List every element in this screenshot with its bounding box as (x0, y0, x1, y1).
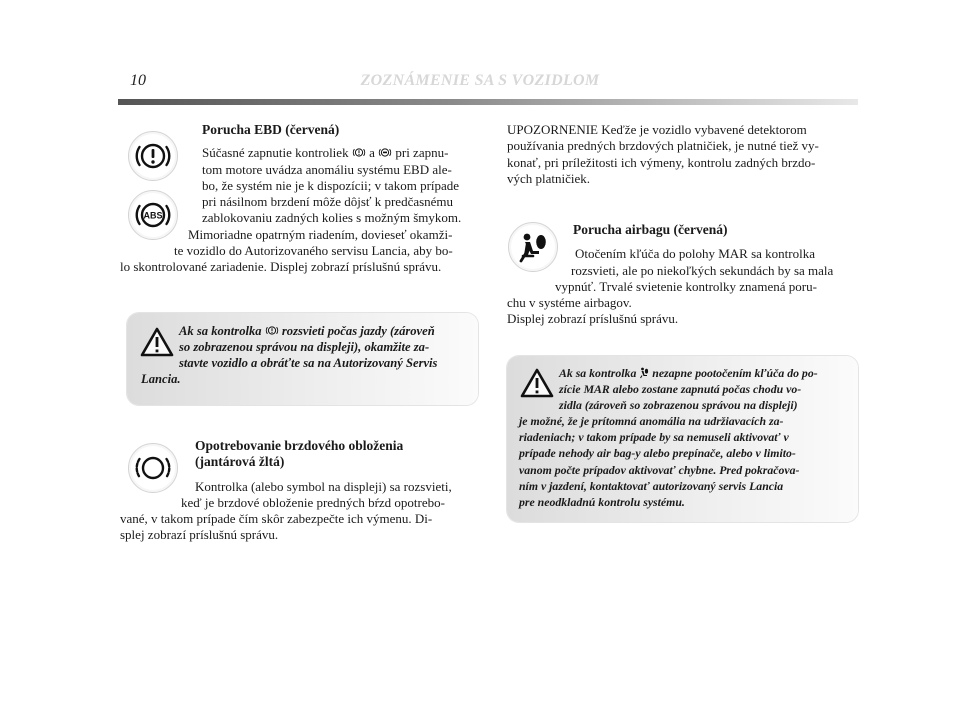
brake-pads-heading-1: Opotrebovanie brzdového obloženia (195, 438, 404, 453)
airbag-line-3: vypnúť. Trvalé svietenie kontrolky znamená poru- (555, 278, 817, 294)
ebd-line-2: tom motore uvádza anomáliu systému EBD ale- (202, 161, 452, 177)
header-rule (118, 99, 858, 105)
warning-airbag-line-3: zidla (zároveň so zobrazenou správou na displeji) (559, 398, 798, 413)
ebd-line-1-end: pri zapnu- (392, 145, 449, 161)
warning-box-airbag (507, 356, 858, 522)
ebd-line-8: lo skontrolované zariadenie. Displej zobrazí príslušnú správu. (120, 259, 442, 275)
ebd-text-before-icons: Súčasné zapnutie kontroliek (202, 145, 352, 161)
brake-pads-section (120, 438, 478, 544)
ebd-line-4: pri násilnom brzdení môže dôjsť k predčasnému (202, 194, 454, 210)
brake-pads-line-2: keď je brzdové obloženie predných bŕzd opotrebo- (181, 494, 445, 510)
warning-airbag-line-7: vanom počte prípadov aktivovať chybne. Pred pokračova- (519, 462, 800, 477)
warning-airbag-line-9: pre neodkladnú kontrolu systému. (519, 495, 685, 510)
note-line-1: UPOZORNENIE Keďže je vozidlo vybavené detektorom (507, 122, 807, 137)
warning-ebd-line-2: so zobrazenou správou na displeji), okamžite za- (179, 340, 430, 355)
note-line-4: vých platničiek. (507, 170, 591, 186)
airbag-line-4: chu v systéme airbagov. (507, 295, 632, 311)
warning-ebd-line-4: Lancia. (141, 372, 181, 386)
warning-triangle-icon (140, 327, 174, 357)
warning-airbag-line-2: zície MAR alebo zostane zapnutá počas chodu vo- (559, 382, 802, 397)
brake-warning-inline-icon (265, 324, 279, 337)
warning-ebd-line-1: Ak sa kontrolka rozsvieti počas jazdy (zároveň (179, 324, 435, 338)
ebd-line-5: zablokovaniu zadných kolies s možným šmykom. (202, 210, 462, 226)
note-line-2: používania predných brzdových platničiek, je nutné tiež vy- (507, 138, 819, 154)
warning-box-ebd (127, 313, 478, 405)
brake-pads-line-4: splej zobrazí príslušnú správu. (120, 527, 279, 543)
ebd-line-6: Mimoriadne opatrným riadením, dovieseť okamži- (188, 226, 453, 242)
brake-warning-inline-icon (352, 146, 366, 159)
airbag-line-5: Displej zobrazí príslušnú správu. (507, 311, 679, 327)
ebd-line-1 (202, 145, 478, 161)
ebd-heading: Porucha EBD (červená) (202, 122, 340, 137)
right-column (507, 122, 857, 187)
ebd-text-and: a (365, 145, 379, 161)
warning-airbag-line-1: Ak sa kontrolka nezapne pootočením kľúča do po- (559, 366, 818, 380)
airbag-section (507, 222, 857, 328)
ebd-line-7: te vozidlo do Autorizovaného servisu Lancia, aby bo- (174, 243, 453, 259)
left-column (120, 122, 478, 276)
warning-airbag-line-8: ním v jazdení, kontaktovať autorizovaný servis Lancia (519, 478, 784, 493)
airbag-inline-icon (639, 367, 649, 379)
warning-ebd-line-3: stavte vozidlo a obráťte sa na Autorizovaný Servis (179, 356, 438, 371)
page-header-title: ZOZNÁMENIE SA S VOZIDLOM (360, 72, 600, 89)
abs-icon-label: ABS (143, 210, 163, 221)
warning-airbag-line-4: je možné, že je prítomná anomália na udržiavacích za- (519, 414, 784, 428)
page-number: 10 (130, 72, 146, 89)
warning-triangle-icon (520, 368, 554, 398)
airbag-line-1: Otočením kľúča do polohy MAR sa kontrolka (575, 246, 815, 262)
airbag-heading: Porucha airbagu (červená) (573, 222, 728, 237)
warning-airbag-line-5: riadeniach; v takom prípade by sa nemuseli aktivovať v (519, 430, 789, 445)
brake-pads-heading-2: (jantárová žltá) (195, 454, 285, 470)
airbag-line-2: rozsvieti, ale po niekoľkých sekundách by sa mala (571, 262, 834, 278)
warning-airbag-line-6: prípade nehody air bag-y alebo prepínače, alebo v limito- (519, 446, 796, 461)
brake-pads-line-3: vané, v takom prípade čím skôr zabezpečte ich výmenu. Di- (120, 511, 433, 527)
ebd-line-3: bo, že systém nie je k dispozícii; v takom prípade (202, 177, 460, 193)
abs-inline-icon (378, 146, 392, 159)
note-line-3: konať, pri príležitosti ich výmeny, kontrolu zadných brzdo- (507, 154, 816, 170)
brake-pads-line-1: Kontrolka (alebo symbol na displeji) sa rozsvieti, (195, 478, 452, 494)
